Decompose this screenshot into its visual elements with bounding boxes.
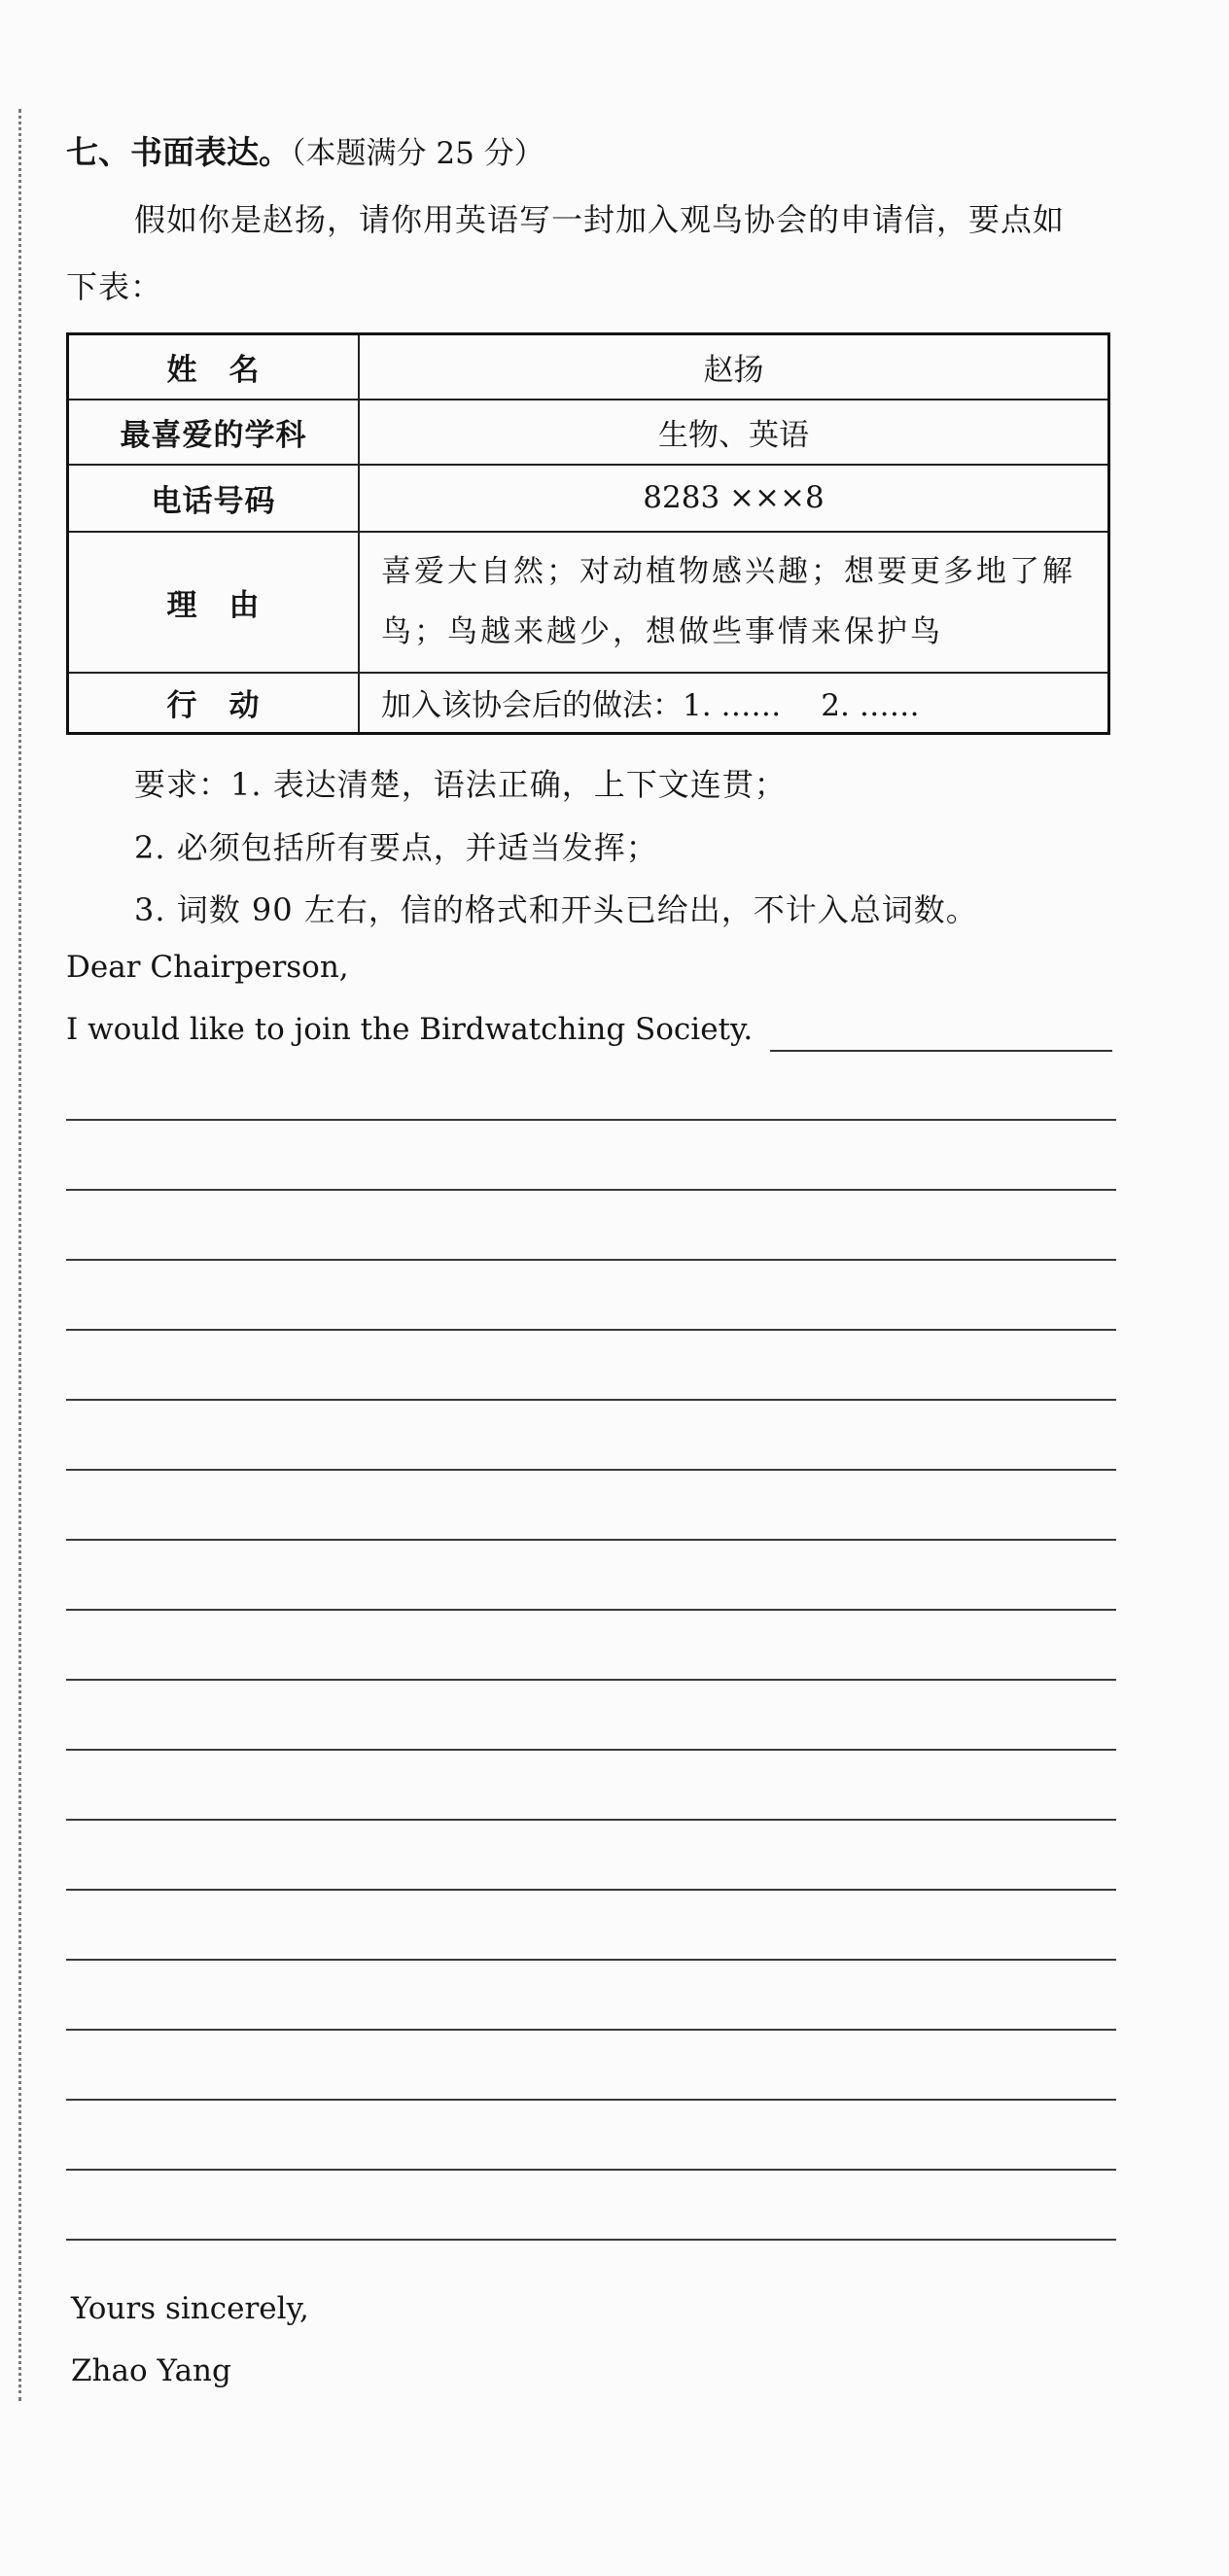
value-reasons [359,532,1109,673]
value-actions: 加入该协会后的做法：1. …… 2. …… [359,673,1109,734]
answer-line[interactable] [66,1749,1116,1751]
letter-signature: Zhao Yang [71,2353,231,2388]
label-actions: 行 动 [68,673,360,734]
answer-line[interactable] [66,1329,1116,1331]
requirement-1: 要求：1. 表达清楚，语法正确，上下文连贯； [134,766,787,803]
answer-line[interactable] [66,1609,1116,1611]
answer-line[interactable] [66,2099,1116,2101]
key-points-table [66,332,1110,735]
value-name: 赵扬 [359,334,1109,400]
value-phone: 8283 ×××8 [359,465,1109,532]
section-heading [66,127,544,173]
table-row-reasons [68,532,1109,673]
answer-blank-first[interactable] [770,1050,1112,1052]
table-row-actions [68,673,1109,734]
answer-line[interactable] [66,1119,1116,1121]
requirement-2: 2. 必须包括所有要点，并适当发挥； [134,829,658,866]
letter-opening-sentence: I would like to join the Birdwatching Society. [66,1012,754,1047]
answer-line[interactable] [66,1189,1116,1191]
task-instruction-line-2: 下表： [66,268,163,305]
answer-line[interactable] [66,2029,1116,2031]
answer-line[interactable] [66,1819,1116,1821]
letter-greeting: Dear Chairperson, [66,950,349,985]
reasons-line-2: 鸟；鸟越来越少，想做些事情来保护鸟 [381,614,943,649]
answer-line[interactable] [66,2169,1116,2171]
answer-line[interactable] [66,1959,1116,1961]
answer-line[interactable] [66,1889,1116,1891]
answer-line[interactable] [66,2239,1116,2241]
table-row-phone [68,465,1109,532]
answer-line[interactable] [66,1539,1116,1541]
section-title: 七、书面表达。 [66,133,291,171]
binding-margin-dotted-line [18,109,21,2401]
section-score-note: （本题满分 25 分） [291,136,544,171]
answer-line[interactable] [66,1679,1116,1681]
letter-closing: Yours sincerely, [71,2291,309,2326]
label-favorite-subjects: 最喜爱的学科 [68,400,360,465]
reasons-line-1: 喜爱大自然；对动植物感兴趣；想要更多地了解 [381,554,1075,589]
answer-line[interactable] [66,1399,1116,1401]
answer-line[interactable] [66,1259,1116,1261]
task-instruction-line-1: 假如你是赵扬，请你用英语写一封加入观鸟协会的申请信，要点如 [134,201,1066,238]
requirement-3: 3. 词数 90 左右，信的格式和开头已给出，不计入总词数。 [134,891,978,928]
label-name: 姓 名 [68,334,360,400]
label-phone: 电话号码 [68,465,360,532]
answer-line[interactable] [66,1469,1116,1471]
table-row-name [68,334,1109,400]
value-favorite-subjects: 生物、英语 [359,400,1109,465]
label-reasons: 理 由 [68,532,360,673]
table-row-favorite-subjects [68,400,1109,465]
